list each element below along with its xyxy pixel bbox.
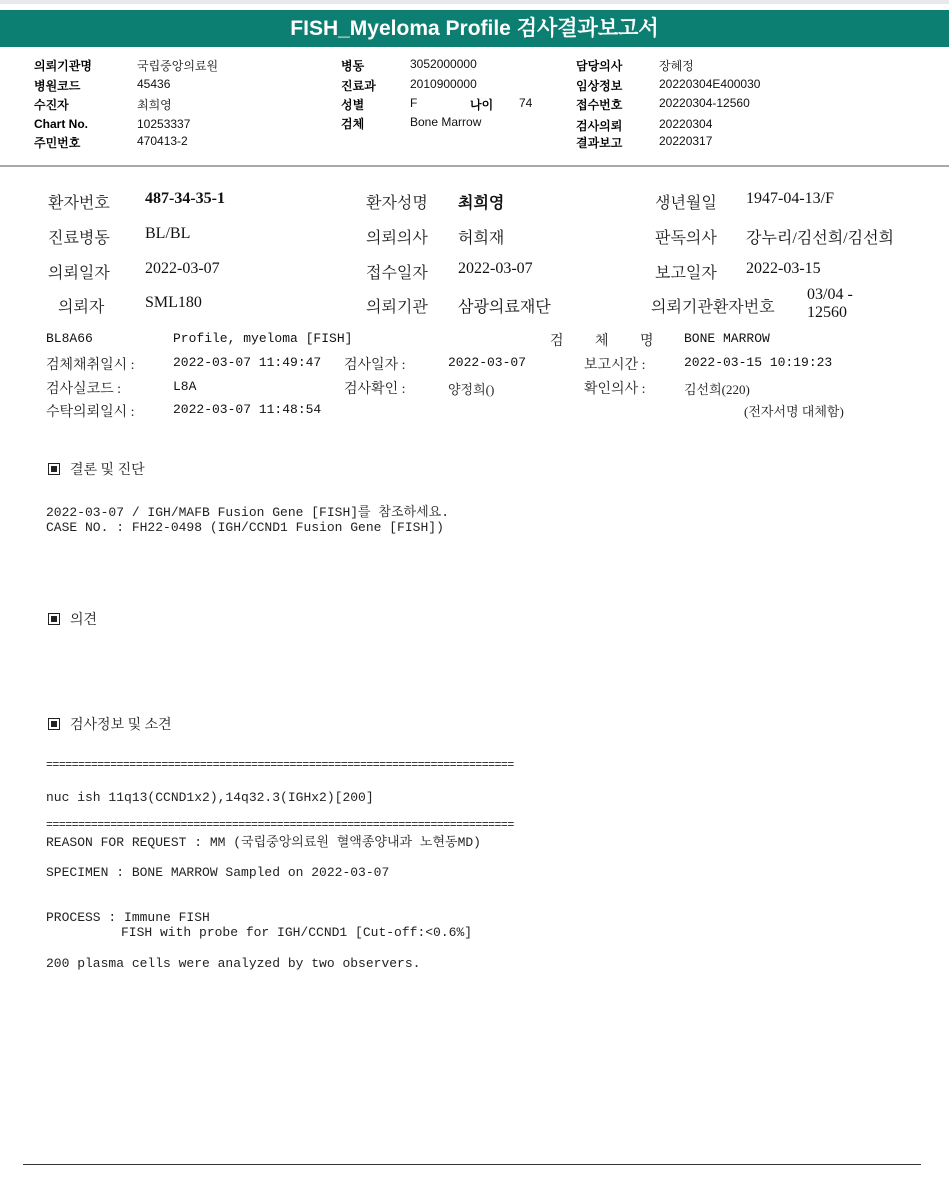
test-code: BL8A66	[46, 331, 93, 346]
collect-datetime: 2022-03-07 11:49:47	[173, 355, 322, 370]
field-label: 판독의사	[655, 230, 717, 247]
patient-name: 최희영	[458, 195, 505, 212]
conclusion-heading	[48, 459, 145, 479]
square-bullet-icon	[48, 613, 60, 625]
field-label: 환자성명	[366, 195, 428, 212]
header-value: 10253337	[137, 117, 191, 131]
field-label: 의뢰기관환자번호	[651, 299, 775, 316]
test-date: 2022-03-07	[448, 355, 527, 370]
field-label: 접수일자	[366, 265, 428, 282]
opinion-heading	[48, 609, 97, 629]
report-time: 2022-03-15 10:19:23	[684, 355, 833, 370]
header-value: 20220304-12560	[659, 96, 750, 110]
requester: SML180	[145, 294, 202, 311]
header-value: 470413-2	[137, 134, 188, 148]
report-date: 2022-03-15	[746, 260, 821, 277]
header-value: 장혜정	[659, 59, 694, 73]
nuc-ish-result: nuc ish 11q13(CCND1x2),14q32.3(IGHx2)[200]	[46, 790, 374, 805]
test-date-label: 검사일자 :	[344, 358, 406, 373]
header-label: 임상정보	[576, 79, 623, 93]
header-value: 20220304	[659, 117, 713, 131]
reason-for-request: REASON FOR REQUEST : MM (국립중앙의료원 혈액종양내과 노현동MD)	[46, 835, 481, 850]
analyzed-line: 200 plasma cells were analyzed by two observers.	[46, 956, 421, 971]
patient-number: 487-34-35-1	[145, 190, 225, 207]
reading-doctors: 강누리/김선희/김선희	[746, 230, 894, 247]
field-label: 의뢰의사	[366, 230, 428, 247]
header-value: 최희영	[137, 98, 172, 112]
electronic-signature-note: (전자서명 대체함)	[744, 404, 844, 419]
header-label: 접수번호	[576, 98, 623, 112]
lab-code-label: 검사실코드 :	[46, 382, 122, 397]
field-label: 의뢰자	[58, 299, 105, 316]
field-label: 보고일자	[655, 265, 717, 282]
test-info-heading	[48, 714, 172, 734]
process-line-1: PROCESS : Immune FISH	[46, 910, 210, 925]
outsource-datetime: 2022-03-07 11:48:54	[173, 402, 322, 417]
field-label: 환자번호	[48, 195, 110, 212]
header-label: 주민번호	[34, 136, 81, 150]
header-divider	[0, 165, 949, 167]
header-value: F	[410, 96, 418, 110]
header-value: 3052000000	[410, 57, 477, 71]
requesting-doctor: 허희재	[458, 230, 505, 247]
age-value: 74	[519, 96, 533, 110]
conclusion-line-2: CASE NO. : FH22-0498 (IGH/CCND1 Fusion Gene [FISH])	[46, 520, 444, 535]
header-label: 담당의사	[576, 59, 623, 73]
outsource-label: 수탁의뢰일시 :	[46, 405, 135, 420]
header-label: 검사의뢰	[576, 119, 623, 133]
birth-date: 1947-04-13/F	[746, 190, 834, 207]
header-label: 병원코드	[34, 79, 81, 93]
top-border	[0, 0, 949, 4]
header-label: Chart No.	[34, 117, 88, 131]
request-date: 2022-03-07	[145, 260, 220, 277]
header-value: 45436	[137, 77, 171, 91]
square-bullet-icon	[48, 463, 60, 475]
conclusion-line-1: 2022-03-07 / IGH/MAFB Fusion Gene [FISH]를 참조하세요.	[46, 505, 450, 520]
report-time-label: 보고시간 :	[584, 358, 646, 373]
confirmer: 양정희()	[448, 382, 495, 397]
confirm-label: 검사확인 :	[344, 382, 406, 397]
institution-patient-number: 03/04 -	[807, 286, 853, 303]
specimen-name: BONE MARROW	[684, 331, 770, 346]
separator-line: =========================================================================	[46, 759, 514, 772]
header-label: 결과보고	[576, 136, 623, 150]
test-name: Profile, myeloma [FISH]	[173, 331, 353, 346]
header-value: 2010900000	[410, 77, 477, 91]
header-value: 20220304E400030	[659, 77, 761, 91]
field-label: 의뢰기관	[366, 299, 428, 316]
footer-divider	[23, 1164, 921, 1165]
receipt-date: 2022-03-07	[458, 260, 533, 277]
conclusion-title: 결론 및 진단	[70, 463, 145, 478]
square-bullet-icon	[48, 718, 60, 730]
institution-patient-number-line2: 12560	[807, 304, 847, 321]
process-line-2: FISH with probe for IGH/CCND1 [Cut-off:<0.6%]	[121, 925, 473, 940]
header-value: 국립중앙의료원	[137, 59, 219, 73]
field-label: 의뢰일자	[48, 265, 110, 282]
header-label: 의뢰기관명	[34, 59, 92, 73]
field-label: 생년월일	[655, 195, 717, 212]
requesting-institution: 삼광의료재단	[458, 299, 551, 316]
age-label: 나이	[470, 98, 494, 112]
header-label: 병동	[341, 59, 365, 73]
header-value: 20220317	[659, 134, 713, 148]
ward: BL/BL	[145, 225, 191, 242]
opinion-title: 의견	[70, 613, 98, 628]
header-value: Bone Marrow	[410, 115, 482, 129]
specimen-label: 검 체 명	[550, 334, 668, 349]
collect-label: 검체채취일시 :	[46, 358, 135, 373]
lab-code: L8A	[173, 379, 197, 394]
test-info-title: 검사정보 및 소견	[70, 718, 172, 733]
header-label: 진료과	[341, 79, 376, 93]
confirming-doctor: 김선희(220)	[684, 382, 750, 397]
doctor-label: 확인의사 :	[584, 382, 646, 397]
field-label: 진료병동	[48, 230, 110, 247]
header-label: 검체	[341, 117, 365, 131]
specimen-line: SPECIMEN : BONE MARROW Sampled on 2022-03-07	[46, 865, 390, 880]
header-label: 수진자	[34, 98, 69, 112]
report-title: FISH_Myeloma Profile 검사결과보고서	[0, 10, 949, 47]
separator-line: =========================================================================	[46, 819, 514, 832]
header-label: 성별	[341, 98, 365, 112]
